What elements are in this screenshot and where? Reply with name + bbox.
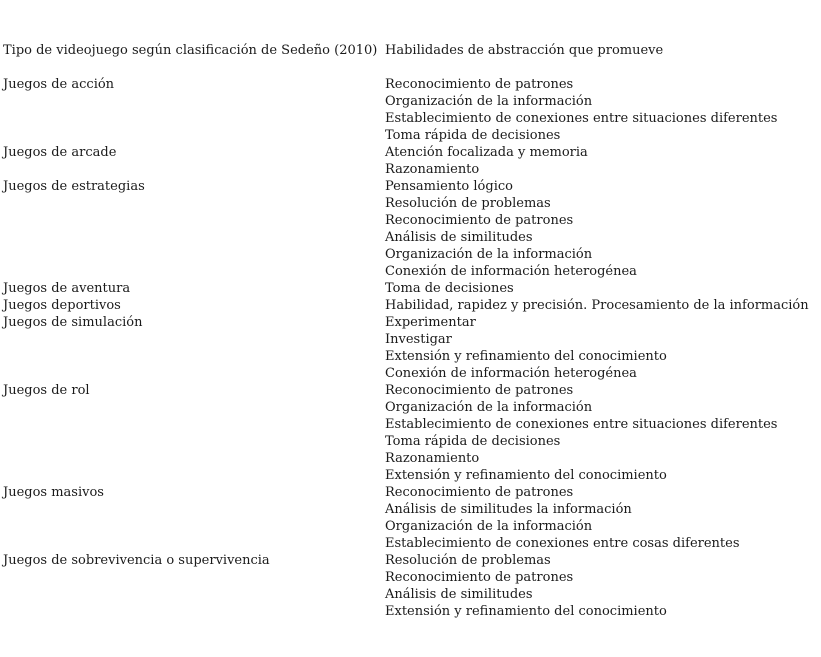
skill-item: Reconocimiento de patrones: [385, 570, 574, 585]
skill-item: Razonamiento: [385, 162, 480, 177]
skill-item: Reconocimiento de patrones: [385, 383, 574, 398]
skill-item: Pensamiento lógico: [385, 179, 513, 194]
skill-item: Atención focalizada y memoria: [385, 145, 588, 160]
game-type-cell: Juegos deportivos: [3, 298, 121, 313]
skill-item: Análisis de similitudes: [385, 230, 533, 245]
skills-cell: [385, 144, 819, 178]
skill-item: Investigar: [385, 332, 452, 347]
skill-item: Reconocimiento de patrones: [385, 77, 574, 92]
classification-table: [3, 42, 819, 620]
table-row: [3, 484, 819, 552]
skill-item: Reconocimiento de patrones: [385, 213, 574, 228]
game-type-cell: Juegos de simulación: [3, 315, 143, 330]
table-row: [3, 280, 819, 297]
skills-cell: [385, 280, 819, 297]
skill-item: Organización de la información: [385, 247, 593, 262]
skill-item: Toma rápida de decisiones: [385, 128, 561, 143]
table-row: [3, 382, 819, 484]
skill-item: Razonamiento: [385, 451, 480, 466]
skill-item: Conexión de información heterogénea: [385, 366, 637, 381]
skills-cell: [385, 178, 819, 280]
game-type-cell: Juegos de rol: [3, 383, 90, 398]
game-type-cell: Juegos de arcade: [3, 145, 117, 160]
skill-item: Establecimiento de conexiones entre situaciones diferentes: [385, 417, 778, 432]
skill-item: Organización de la información: [385, 519, 593, 534]
table-row: [3, 314, 819, 382]
skill-item: Toma de decisiones: [385, 281, 514, 296]
skill-item: Extensión y refinamiento del conocimiento: [385, 468, 667, 483]
skill-item: Conexión de información heterogénea: [385, 264, 637, 279]
game-type-cell: Juegos de aventura: [3, 281, 131, 296]
table-body: [3, 76, 819, 620]
skill-item: Habilidad, rapidez y precisión. Procesamiento de la información: [385, 298, 809, 313]
skill-item: Extensión y refinamiento del conocimiento: [385, 604, 667, 619]
skills-cell: [385, 552, 819, 620]
game-type-cell: Juegos masivos: [3, 485, 104, 500]
skill-item: Resolución de problemas: [385, 553, 551, 568]
skill-item: Toma rápida de decisiones: [385, 434, 561, 449]
skill-item: Establecimiento de conexiones entre cosas diferentes: [385, 536, 740, 551]
skills-cell: [385, 484, 819, 552]
skills-cell: [385, 76, 819, 144]
skill-item: Extensión y refinamiento del conocimiento: [385, 349, 667, 364]
skill-item: Organización de la información: [385, 400, 593, 415]
skills-cell: [385, 314, 819, 382]
header-abstraction-skills: Habilidades de abstracción que promueve: [385, 43, 664, 58]
skills-cell: [385, 297, 819, 314]
table-row: [3, 178, 819, 280]
skill-item: Análisis de similitudes la información: [385, 502, 632, 517]
table-row: [3, 76, 819, 144]
table-row: [3, 144, 819, 178]
skill-item: Análisis de similitudes: [385, 587, 533, 602]
skill-item: Resolución de problemas: [385, 196, 551, 211]
table-header-row: [3, 42, 819, 59]
skill-item: Establecimiento de conexiones entre situaciones diferentes: [385, 111, 778, 126]
skill-item: Experimentar: [385, 315, 476, 330]
table-row: [3, 297, 819, 314]
header-game-type: Tipo de videojuego según clasificación de Sedeño (2010): [3, 43, 378, 58]
game-type-cell: Juegos de acción: [3, 77, 115, 92]
skill-item: Organización de la información: [385, 94, 593, 109]
game-type-cell: Juegos de sobrevivencia o supervivencia: [3, 553, 270, 568]
table-row: [3, 552, 819, 620]
game-type-cell: Juegos de estrategias: [3, 179, 145, 194]
skill-item: Reconocimiento de patrones: [385, 485, 574, 500]
skills-cell: [385, 382, 819, 484]
